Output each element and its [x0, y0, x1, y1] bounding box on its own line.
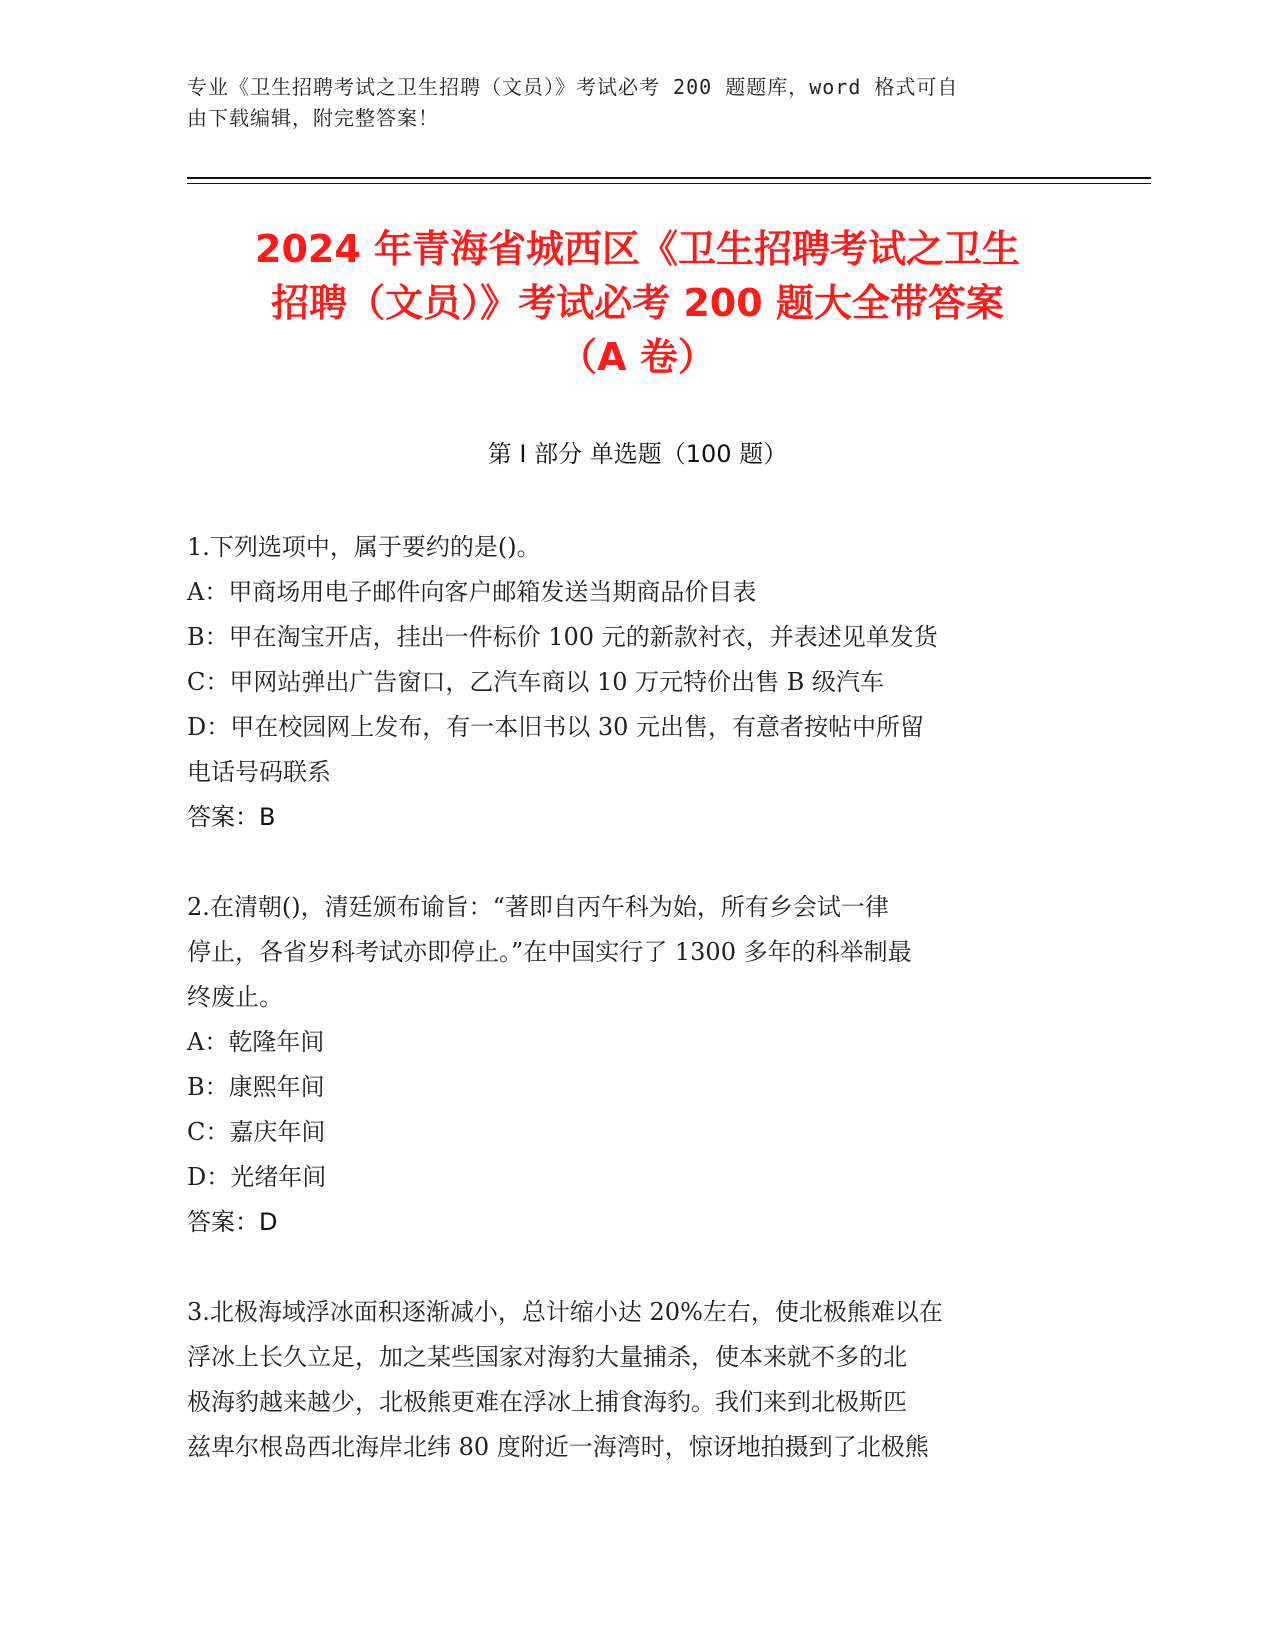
option-c: C：嘉庆年间: [187, 1118, 326, 1146]
question-stem-continued: 停止，各省岁科考试亦即停止。”在中国实行了 1300 多年的科举制最: [187, 938, 912, 966]
option-d-continued: 电话号码联系: [187, 758, 331, 786]
question-1: [187, 525, 1087, 840]
document-title-line: 招聘（文员）》考试必考 200 题大全带答案: [271, 281, 1004, 325]
answer-label: 答案：D: [187, 1208, 278, 1236]
document-title-line: 2024 年青海省城西区《卫生招聘考试之卫生: [255, 227, 1020, 271]
option-b: B：甲在淘宝开店，挂出一件标价 100 元的新款衬衣，并表述见单发货: [187, 623, 938, 651]
question-2: [187, 885, 1087, 1245]
question-stem-continued: 极海豹越来越少，北极熊更难在浮冰上捕食海豹。我们来到北极斯匹: [187, 1388, 907, 1416]
document-title-line: （A 卷）: [559, 335, 716, 379]
section-heading: 第 I 部分 单选题（100 题）: [487, 440, 788, 468]
option-a: A：甲商场用电子邮件向客户邮箱发送当期商品价目表: [187, 578, 757, 606]
option-d: D：光绪年间: [187, 1163, 327, 1191]
answer-label: 答案：B: [187, 803, 276, 831]
header-divider-thin: [187, 183, 1151, 184]
header-divider-thick: [187, 177, 1151, 179]
question-stem: 3.北极海域浮冰面积逐渐减小，总计缩小达 20%左右，使北极熊难以在: [187, 1298, 943, 1326]
question-stem: 2.在清朝()，清廷颁布谕旨：“著即自丙午科为始，所有乡会试一律: [187, 893, 889, 921]
option-b: B：康熙年间: [187, 1073, 325, 1101]
option-a: A：乾隆年间: [187, 1028, 325, 1056]
question-stem: 1.下列选项中，属于要约的是()。: [187, 533, 541, 561]
option-c: C：甲网站弹出广告窗口，乙汽车商以 10 万元特价出售 B 级汽车: [187, 668, 885, 696]
header-note-line: 由下载编辑，附完整答案！: [187, 106, 439, 130]
document-title: [160, 222, 1115, 384]
question-stem-continued: 兹卑尔根岛西北海岸北纬 80 度附近一海湾时，惊讶地拍摄到了北极熊: [187, 1433, 929, 1461]
header-note-line: 专业《卫生招聘考试之卫生招聘（文员）》考试必考 200 题题库，word 格式可自: [187, 75, 959, 99]
question-stem-continued: 终废止。: [187, 983, 283, 1011]
option-d: D：甲在校园网上发布，有一本旧书以 30 元出售，有意者按帖中所留: [187, 713, 925, 741]
question-stem-continued: 浮冰上长久立足，加之某些国家对海豹大量捕杀，使本来就不多的北: [187, 1343, 907, 1371]
header-note: [187, 72, 1087, 134]
question-3: [187, 1290, 1087, 1470]
